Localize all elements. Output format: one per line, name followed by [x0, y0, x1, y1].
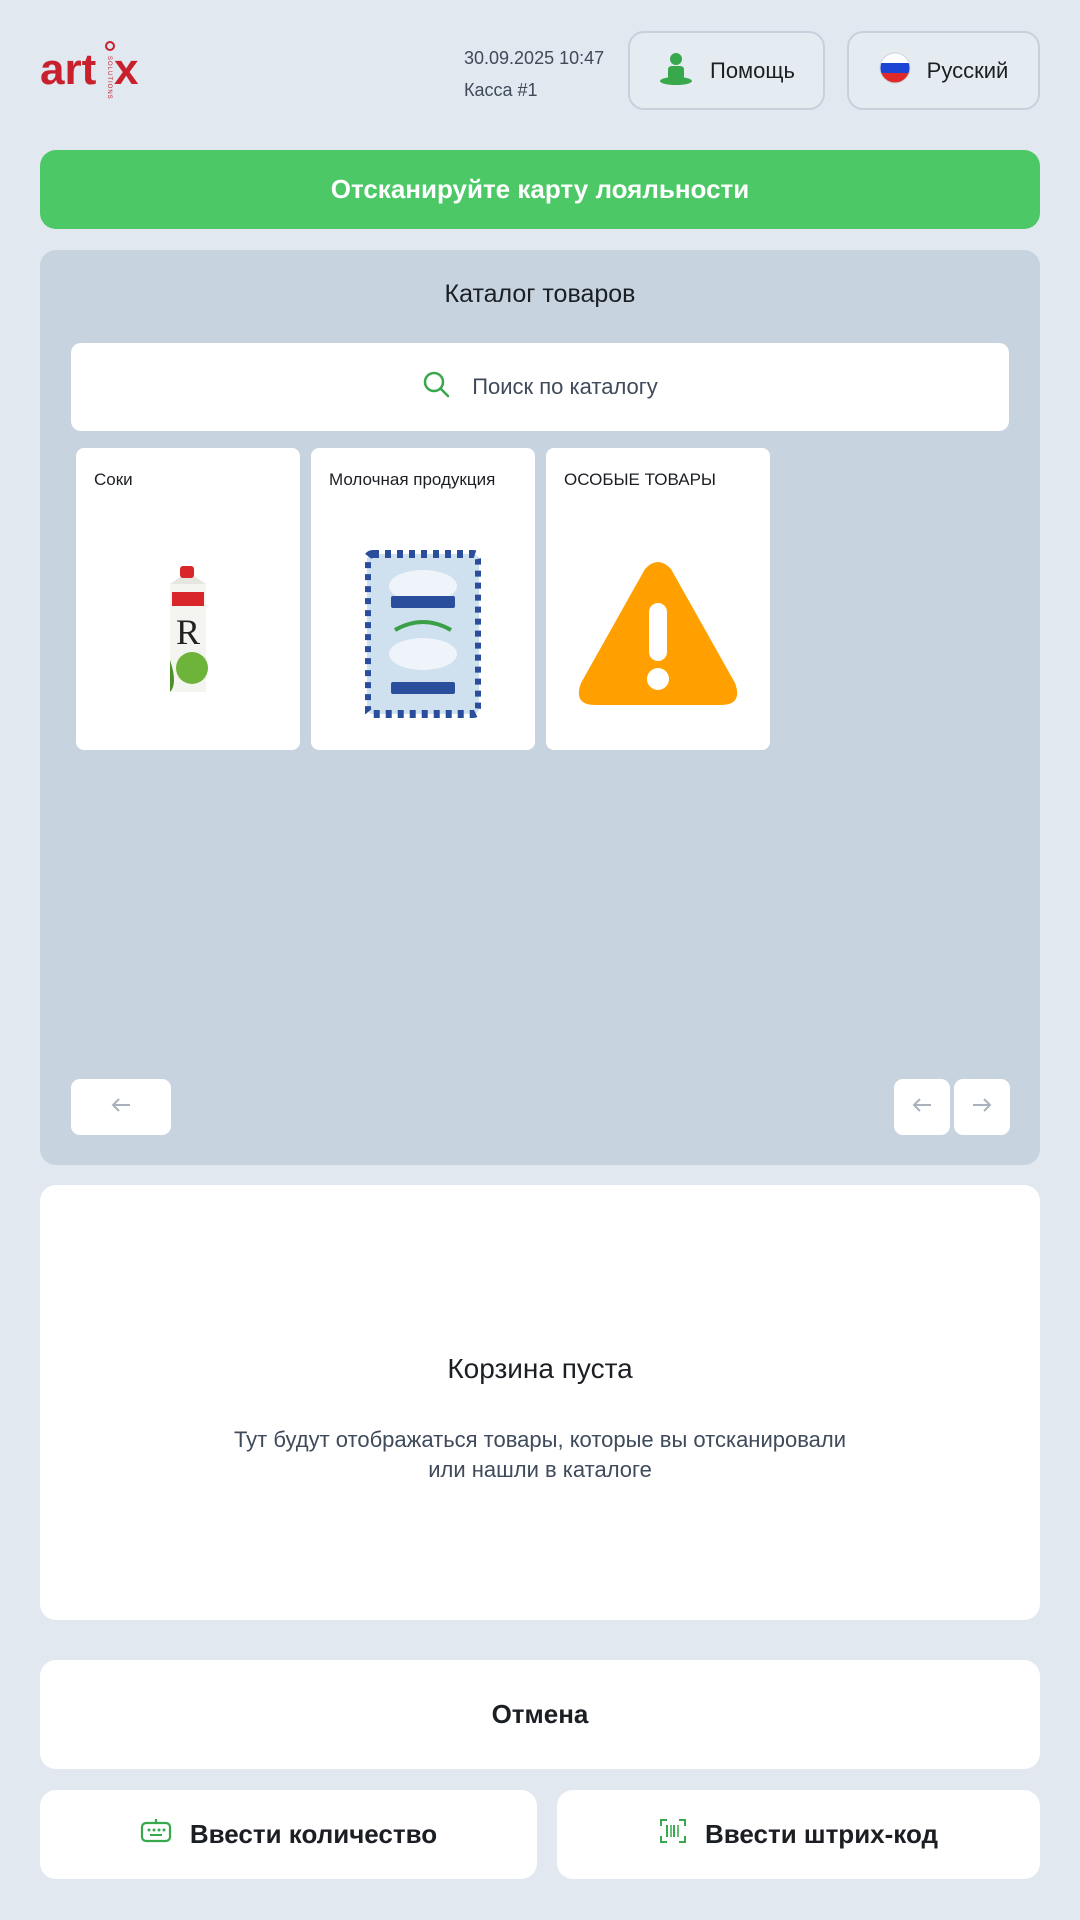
category-card-juices[interactable]: [76, 448, 300, 750]
enter-barcode-button[interactable]: [557, 1790, 1040, 1879]
russia-flag-icon: [879, 52, 911, 90]
svg-text:SOLUTIONS: SOLUTIONS: [106, 56, 112, 100]
enter-quantity-label: Ввести количество: [189, 1819, 438, 1849]
catalog-title: Каталог товаров: [444, 280, 636, 308]
search-placeholder: Поиск по каталогу: [472, 374, 658, 399]
svg-text:R: R: [176, 612, 201, 652]
cart-desc-line: Тут будут отображаться товары, которые вы отсканировали: [233, 1427, 847, 1452]
cart-desc-line: или нашли в каталоге: [428, 1457, 652, 1482]
register-number: Касса #1: [464, 80, 538, 100]
barcode-icon: [659, 1818, 687, 1851]
svg-text:art: art: [40, 45, 97, 94]
keyboard-icon: [140, 1819, 172, 1850]
enter-quantity-button[interactable]: [40, 1790, 537, 1879]
search-icon: [422, 370, 450, 404]
language-label: Русский: [926, 57, 1009, 83]
enter-barcode-label: Ввести штрих-код: [704, 1819, 939, 1849]
person-help-icon: [658, 50, 694, 92]
artix-logo: [40, 34, 150, 108]
catalog-panel: [40, 250, 1040, 1165]
arrow-left-icon: [110, 1097, 132, 1118]
category-label: ОСОБЫЕ ТОВАРЫ: [564, 470, 716, 489]
catalog-back-button[interactable]: [71, 1079, 171, 1135]
datetime-block: [464, 42, 604, 106]
cancel-button[interactable]: [40, 1660, 1040, 1769]
category-card-dairy[interactable]: [311, 448, 535, 750]
category-label: Молочная продукция: [329, 470, 496, 489]
datetime: 30.09.2025 10:47: [464, 48, 605, 68]
milk-package-image: [311, 518, 535, 750]
help-label: Помощь: [710, 57, 795, 83]
catalog-search-input[interactable]: [71, 343, 1009, 431]
help-button[interactable]: [628, 31, 825, 110]
catalog-prev-page-button[interactable]: [894, 1079, 950, 1135]
category-label: Соки: [94, 470, 133, 489]
cancel-label: Отмена: [491, 1699, 589, 1729]
svg-text:x: x: [114, 45, 139, 94]
loyalty-label: Отсканируйте карту лояльности: [330, 174, 750, 204]
language-button[interactable]: [847, 31, 1040, 110]
arrow-left-icon: [911, 1097, 933, 1118]
warning-icon: [546, 518, 770, 750]
cart-panel: [40, 1185, 1040, 1620]
juice-carton-image: [76, 518, 300, 750]
cart-empty-description: [190, 1425, 890, 1485]
arrow-right-icon: [971, 1097, 993, 1118]
loyalty-scan-banner[interactable]: [40, 150, 1040, 229]
catalog-next-page-button[interactable]: [954, 1079, 1010, 1135]
category-card-special[interactable]: [546, 448, 770, 750]
cart-empty-title: Корзина пуста: [447, 1353, 633, 1384]
